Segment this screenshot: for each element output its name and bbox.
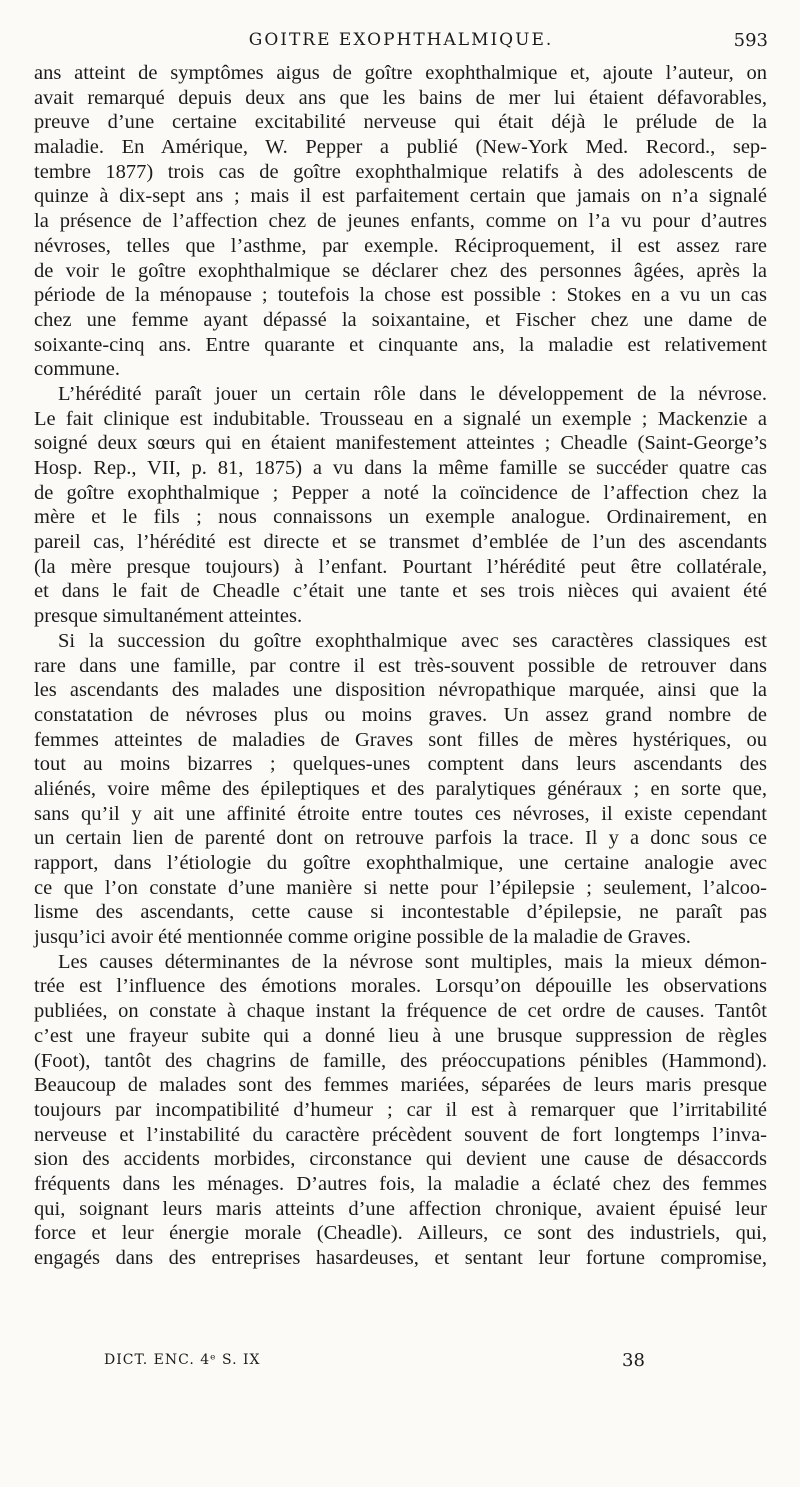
text-line: Les causes déterminantes de la névrose sont multiples, mais la mieux démon- (58, 950, 767, 973)
sheet-number: 38 (622, 1350, 645, 1371)
text-line: période de la ménopause ; toutefois la chose est possible : Stokes en a vu un cas (34, 284, 767, 307)
running-title: GOITRE EXOPHTHALMIQUE. (248, 30, 554, 50)
text-line: L’hérédité paraît jouer un certain rôle dans le développement de la névrose. (58, 382, 767, 405)
text-line: rapport, dans l’étiologie du goître exophthalmique, une certaine analogie avec (34, 852, 767, 874)
text-line: la présence de l’affection chez de jeunes enfants, comme on l’a vu pour d’autres (34, 210, 767, 233)
text-line: commune. (34, 358, 120, 381)
text-line: Si la succession du goître exophthalmique avec ses caractères classiques est (58, 629, 767, 652)
text-line: Le fait clinique est indubitable. Trousseau en a signalé un exemple ; Mackenzie a (34, 407, 767, 430)
text-line: névroses, telles que l’asthme, par exemple. Réciproquement, il est assez rare (34, 234, 767, 257)
text-line: ce que l’on constate d’une manière si nette pour l’épilepsie ; seulement, l’alcoo- (34, 876, 767, 899)
text-line: trée est l’influence des émotions morales. Lorsqu’on dépouille les observations (34, 975, 767, 998)
text-line: presque simultanément atteintes. (34, 605, 303, 628)
text-line: de goître exophthalmique ; Pepper a noté la coïncidence de l’affection chez la (34, 481, 767, 504)
text-line: force et leur énergie morale (Cheadle). Ailleurs, ce sont des industriels, qui, (34, 1222, 767, 1245)
text-line: soigné deux sœurs qui en étaient manifestement atteintes ; Cheadle (Saint-George’s (34, 432, 767, 455)
text-line: ans atteint de symptômes aigus de goître exophthalmique et, ajoute l’auteur, on (34, 62, 767, 84)
text-line: engagés dans des entreprises hasardeuses, et sentant leur fortune compromise, (34, 1247, 767, 1269)
body-text (34, 61, 767, 1271)
text-line: lisme des ascendants, cette cause si incontestable d’épilepsie, ne paraît pas (34, 901, 767, 924)
text-line: rare dans une famille, par contre il est très-souvent possible de retrouver dans (34, 654, 767, 677)
page-footer (104, 1350, 684, 1372)
text-line: nerveuse et l’instabilité du caractère précèdent souvent de fort longtemps l’inva- (34, 1123, 767, 1146)
text-line: chez une femme ayant dépassé la soixantaine, et Fischer chez une dame de (34, 308, 767, 331)
text-line: et dans le fait de Cheadle c’était une tante et ses trois nièces qui avaient été (34, 580, 767, 603)
text-line: de voir le goître exophthalmique se déclarer chez des personnes âgées, après la (34, 259, 767, 282)
text-line: maladie. En Amérique, W. Pepper a publié (New-York Med. Record., sep- (34, 136, 767, 159)
text-line: sion des accidents morbides, circonstance qui devient une cause de désaccords (34, 1148, 767, 1171)
text-line: (la mère presque toujours) à l’enfant. Pourtant l’hérédité peut être collatérale, (34, 555, 767, 578)
text-line: sans qu’il y ait une affinité étroite entre toutes ces névroses, il existe cependant (34, 802, 767, 825)
text-line: quinze à dix-sept ans ; mais il est parfaitement certain que jamais on n’a signalé (34, 185, 767, 208)
text-line: constatation de névroses plus ou moins graves. Un assez grand nombre de (34, 703, 767, 726)
text-line: c’est une frayeur subite qui a donné lieu à une brusque suppression de règles (34, 1024, 767, 1047)
text-line: femmes atteintes de maladies de Graves sont filles de mères hystériques, ou (34, 728, 767, 751)
text-line: tembre 1877) trois cas de goître exophthalmique relatifs à des adolescents de (34, 160, 767, 183)
text-line: mère et le fils ; nous connaissons un exemple analogue. Ordinairement, en (34, 506, 767, 529)
text-line: publiées, on constate à chaque instant la fréquence de cet ordre de causes. Tantôt (34, 1000, 767, 1023)
text-line: toujours par incompatibilité d’humeur ; car il est à remarquer que l’irritabilité (34, 1098, 767, 1121)
text-line: Beaucoup de malades sont des femmes mariées, séparées de leurs maris presque (34, 1074, 767, 1097)
text-line: jusqu’ici avoir été mentionnée comme origine possible de la maladie de Graves. (34, 926, 691, 949)
text-line: avait remarqué depuis deux ans que les bains de mer lui étaient défavorables, (34, 86, 767, 109)
text-line: (Foot), tantôt des chagrins de famille, des préoccupations pénibles (Hammond). (34, 1049, 767, 1072)
text-line: pareil cas, l’hérédité est directe et se transmet d’emblée de l’un des ascendants (34, 531, 767, 554)
text-line: tout au moins bizarres ; quelques-unes comptent dans leurs ascendants des (34, 753, 767, 776)
page-number: 593 (733, 30, 768, 51)
running-header (34, 30, 768, 56)
text-line: fréquents dans les ménages. D’autres fois, la maladie a éclaté chez des femmes (34, 1172, 767, 1195)
text-line: les ascendants des malades une disposition névropathique marquée, ainsi que la (34, 679, 767, 702)
text-line: preuve d’une certaine excitabilité nerveuse qui était déjà le prélude de la (34, 111, 767, 134)
signature-mark: DICT. ENC. 4ᵉ S. IX (104, 1352, 261, 1368)
text-line: qui, soignant leurs maris atteints d’une affection chronique, avaient épuisé leur (34, 1197, 767, 1220)
text-line: soixante-cinq ans. Entre quarante et cinquante ans, la maladie est relativement (34, 333, 767, 356)
text-line: Hosp. Rep., VII, p. 81, 1875) a vu dans la même famille se succéder quatre cas (34, 457, 767, 479)
text-line: aliénés, voire même des épileptiques et des paralytiques généraux ; en sorte que, (34, 777, 767, 800)
text-line: un certain lien de parenté dont on retrouve parfois la trace. Il y a donc sous ce (34, 827, 767, 850)
